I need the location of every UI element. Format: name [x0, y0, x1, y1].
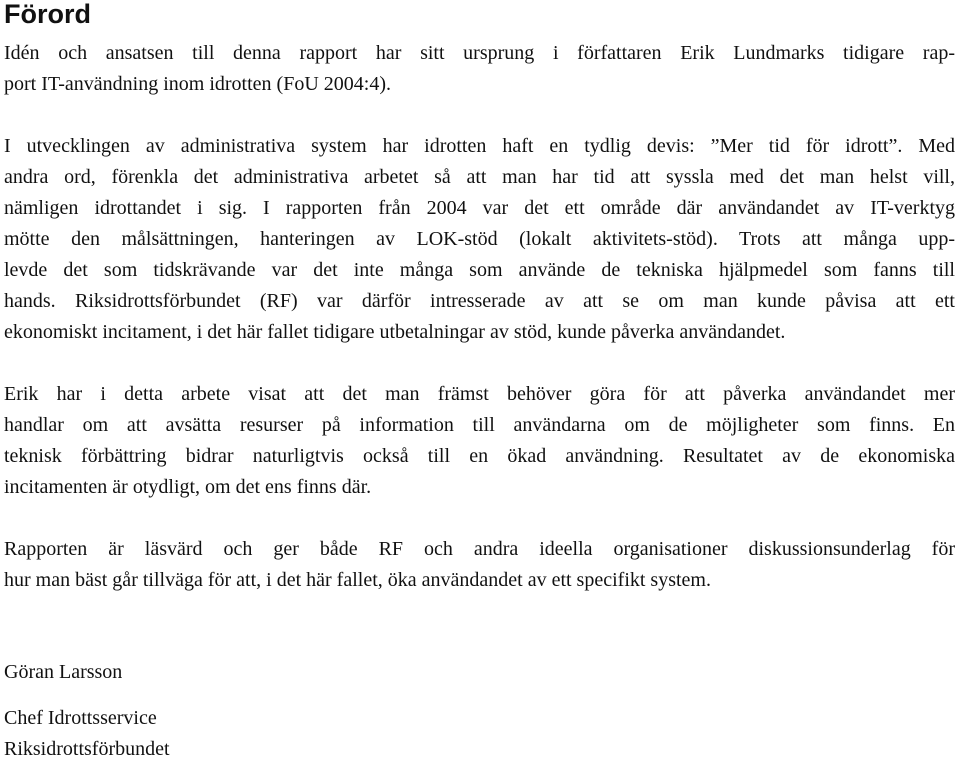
paragraph-line: mötte den målsättningen, hanteringen av LOK-stöd (lokalt aktivitets-stöd). Trots att många upp- — [4, 228, 955, 250]
paragraph-line: hur man bäst går tillväga för att, i det här fallet, öka användandet av ett specifikt system. — [4, 569, 711, 591]
paragraph-line: incitamenten är otydligt, om det ens finns där. — [4, 476, 372, 498]
paragraph-line: hands. Riksidrottsförbundet (RF) var därför intresserade av att se om man kunde påvisa att ett — [4, 290, 955, 312]
paragraph-4 — [4, 534, 955, 596]
signature-name: Göran Larsson — [4, 661, 123, 683]
paragraph-line: handlar om att avsätta resurser på information till användarna om de möjligheter som finns. En — [4, 414, 955, 436]
paragraph-3 — [4, 379, 955, 503]
signature-organization: Riksidrottsförbundet — [4, 738, 170, 760]
paragraph-line: Erik har i detta arbete visat att det man främst behöver göra för att påverka användandet mer — [4, 383, 955, 405]
paragraph-1 — [4, 38, 955, 100]
paragraph-2 — [4, 131, 955, 348]
paragraph-line: I utvecklingen av administrativa system har idrotten haft en tydlig devis: ”Mer tid för idrott”. Med — [4, 135, 955, 157]
paragraph-line: Idén och ansatsen till denna rapport har sitt ursprung i författaren Erik Lundmarks tidigare rap- — [4, 42, 955, 64]
signature-role: Chef Idrottsservice — [4, 707, 157, 729]
paragraph-line: andra ord, förenkla det administrativa arbetet så att man har tid att syssla med det man helst vill, — [4, 166, 955, 188]
paragraph-line: ekonomiskt incitament, i det här fallet tidigare utbetalningar av stöd, kunde påverka användandet. — [4, 321, 786, 343]
paragraph-line: nämligen idrottandet i sig. I rapporten från 2004 var det ett område där användandet av IT-verktyg — [4, 197, 955, 219]
paragraph-line: Rapporten är läsvärd och ger både RF och andra ideella organisationer diskussionsunderlag för — [4, 538, 955, 560]
paragraph-line: teknisk förbättring bidrar naturligtvis också till en ökad användning. Resultatet av de ekonomiska — [4, 445, 955, 467]
paragraph-line: port IT-användning inom idrotten (FoU 2004:4). — [4, 73, 391, 95]
page-title: Förord — [4, 0, 91, 29]
paragraph-line: levde det som tidskrävande var det inte många som använde de tekniska hjälpmedel som fanns till — [4, 259, 955, 281]
